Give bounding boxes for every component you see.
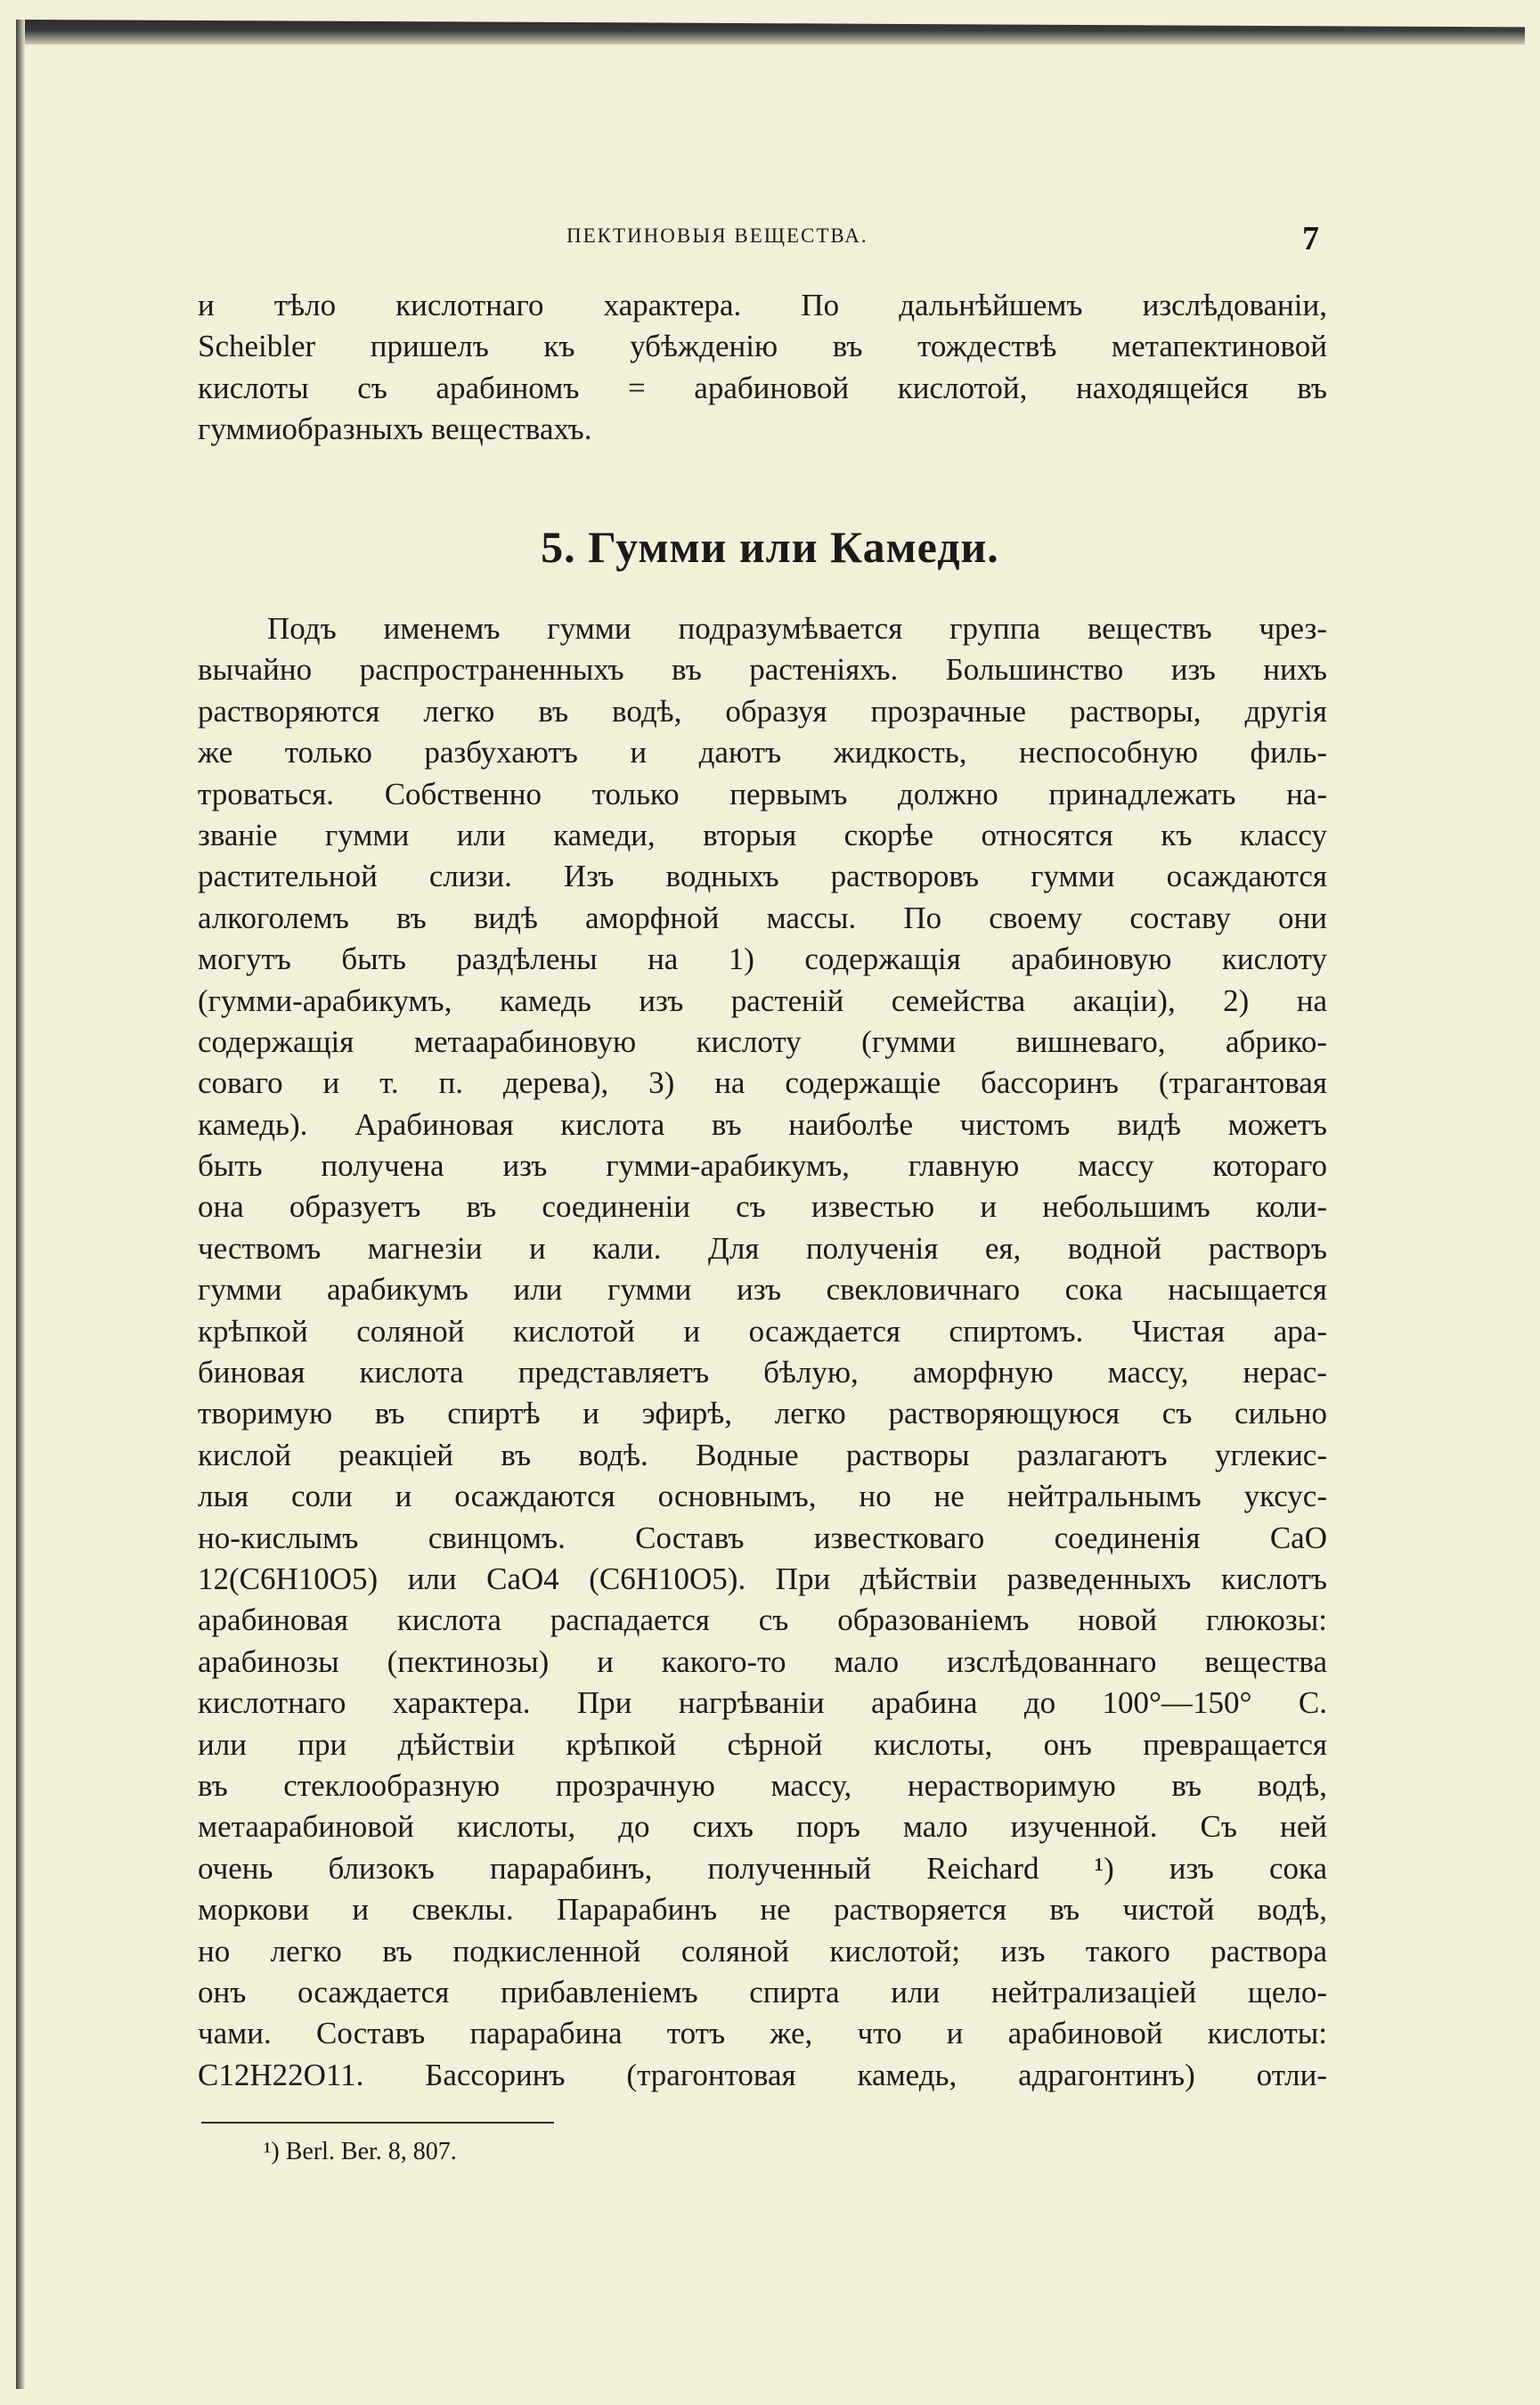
- text-line: и тѣло кислотнаго характера. По дальнѣйшемъ изслѣдованiи,: [198, 288, 1327, 322]
- text-line: гуммиобразныхъ веществахъ.: [198, 412, 592, 447]
- text-line: камедь). Арабиновая кислота въ наиболѣе чистомъ видѣ можетъ: [198, 1106, 1327, 1142]
- text-line: или при дѣйствiи крѣпкой сѣрной кислоты, онъ превращается: [198, 1726, 1327, 1762]
- text-line: растительной слизи. Изъ водныхъ растворовъ гумми осаждаются: [198, 859, 1327, 894]
- text-line: вычайно распространенныхъ въ растенiяхъ. Большинство изъ нихъ: [198, 652, 1327, 688]
- text-line: но-кислымъ свинцомъ. Составъ известковаго соединенiя CaO: [198, 1520, 1327, 1555]
- text-line: могутъ быть раздѣлены на 1) содержащiя арабиновую кислоту: [198, 942, 1327, 977]
- text-line: кислотнаго характера. При нагрѣванiи арабина до 100°—150° С.: [198, 1685, 1327, 1721]
- page-number: 7: [1302, 220, 1319, 257]
- text-line: алкоголемъ въ видѣ аморфной массы. По своему составу они: [198, 900, 1327, 935]
- text-line: Scheibler пришелъ къ убѣжденiю въ тождествѣ метапектиновой: [198, 329, 1327, 364]
- text-line: же только разбухаютъ и даютъ жидкость, неспособную филь-: [198, 735, 1327, 770]
- text-line: онъ осаждается прибавленiемъ спирта или нейтрализацiей щело-: [198, 1974, 1327, 2010]
- text-line: чествомъ магнезiи и кали. Для полученiя ея, водной растворъ: [198, 1230, 1327, 1266]
- body-paragraph: [198, 608, 1327, 2096]
- text-line: гумми арабикумъ или гумми изъ свекловичнаго сока насыщается: [198, 1272, 1327, 1308]
- text-line: арабинозы (пектинозы) и какого-то мало изслѣдованнаго вещества: [198, 1643, 1327, 1679]
- text-line: Подъ именемъ гумми подразумѣвается группа веществъ чрез-: [267, 611, 1327, 646]
- text-line: она образуетъ въ соединенiи съ известью и небольшимъ коли-: [198, 1189, 1327, 1225]
- text-line: 12(C6H10O5) или CaO4 (C6H10O5). При дѣйствiи разведенныхъ кислотъ: [198, 1561, 1327, 1596]
- text-line: метаарабиновой кислоты, до сихъ поръ мало изученной. Съ ней: [198, 1809, 1327, 1845]
- footnote: ¹) Berl. Ber. 8, 807.: [264, 2138, 457, 2165]
- running-head: [0, 219, 1540, 264]
- text-line: творимую въ спиртѣ и эфирѣ, легко растворяющуюся съ сильно: [198, 1396, 1327, 1431]
- text-line: растворяются легко въ водѣ, образуя прозрачные растворы, другiя: [198, 693, 1327, 729]
- section-heading: 5. Гумми или Камеди.: [541, 522, 999, 572]
- text-line: соваго и т. п. дерева), 3) на содержащiе бассоринъ (трагантовая: [198, 1065, 1327, 1101]
- text-line: крѣпкой соляной кислотой и осаждается спиртомъ. Чистая ара-: [198, 1313, 1327, 1349]
- text-line: биновая кислота представляетъ бѣлую, аморфную массу, нерас-: [198, 1355, 1327, 1390]
- text-line: званiе гумми или камеди, вторыя скорѣе относятся къ классу: [198, 817, 1327, 852]
- text-line: кислой реакцiей въ водѣ. Водные растворы разлагаютъ углекис-: [198, 1437, 1327, 1472]
- text-line: троваться. Собственно только первымъ должно принадлежать на-: [198, 776, 1327, 811]
- text-line: содержащiя метаарабиновую кислоту (гумми вишневаго, абрико-: [198, 1023, 1327, 1059]
- text-line: кислоты съ арабиномъ = арабиновой кислотой, находящейся въ: [198, 370, 1327, 405]
- text-line: лыя соли и осаждаются основнымъ, но не нейтральнымъ уксус-: [198, 1479, 1327, 1514]
- text-line: въ стеклообразную прозрачную массу, нерастворимую въ водѣ,: [198, 1767, 1327, 1803]
- text-line: (гумми-арабикумъ, камедь изъ растенiй семейства акацiи), 2) на: [198, 982, 1327, 1018]
- text-line: арабиновая кислота распадается съ образованiемъ новой глюкозы:: [198, 1602, 1327, 1638]
- page-edge-shadow-left: [16, 20, 25, 2389]
- text-line: но легко въ подкисленной соляной кислотой; изъ такого раствора: [198, 1933, 1327, 1969]
- text-line: C12H22O11. Бассоринъ (трагонтовая камедь, адрагонтинъ) отли-: [198, 2057, 1327, 2092]
- intro-paragraph: [198, 285, 1327, 451]
- footnote-divider: [201, 2122, 554, 2124]
- running-title: ПЕКТИНОВЫЯ ВЕЩЕСТВА.: [566, 224, 868, 247]
- page-edge-shadow-top: [20, 20, 1525, 45]
- text-line: очень близокъ парарабинъ, полученный Reichard ¹) изъ сока: [198, 1850, 1327, 1886]
- text-line: чами. Составъ парарабина тотъ же, что и арабиновой кислоты:: [198, 2016, 1327, 2051]
- text-line: быть получена изъ гумми-арабикумъ, главную массу котораго: [198, 1148, 1327, 1184]
- text-line: моркови и свеклы. Парарабинъ не растворяется въ чистой водѣ,: [198, 1892, 1327, 1928]
